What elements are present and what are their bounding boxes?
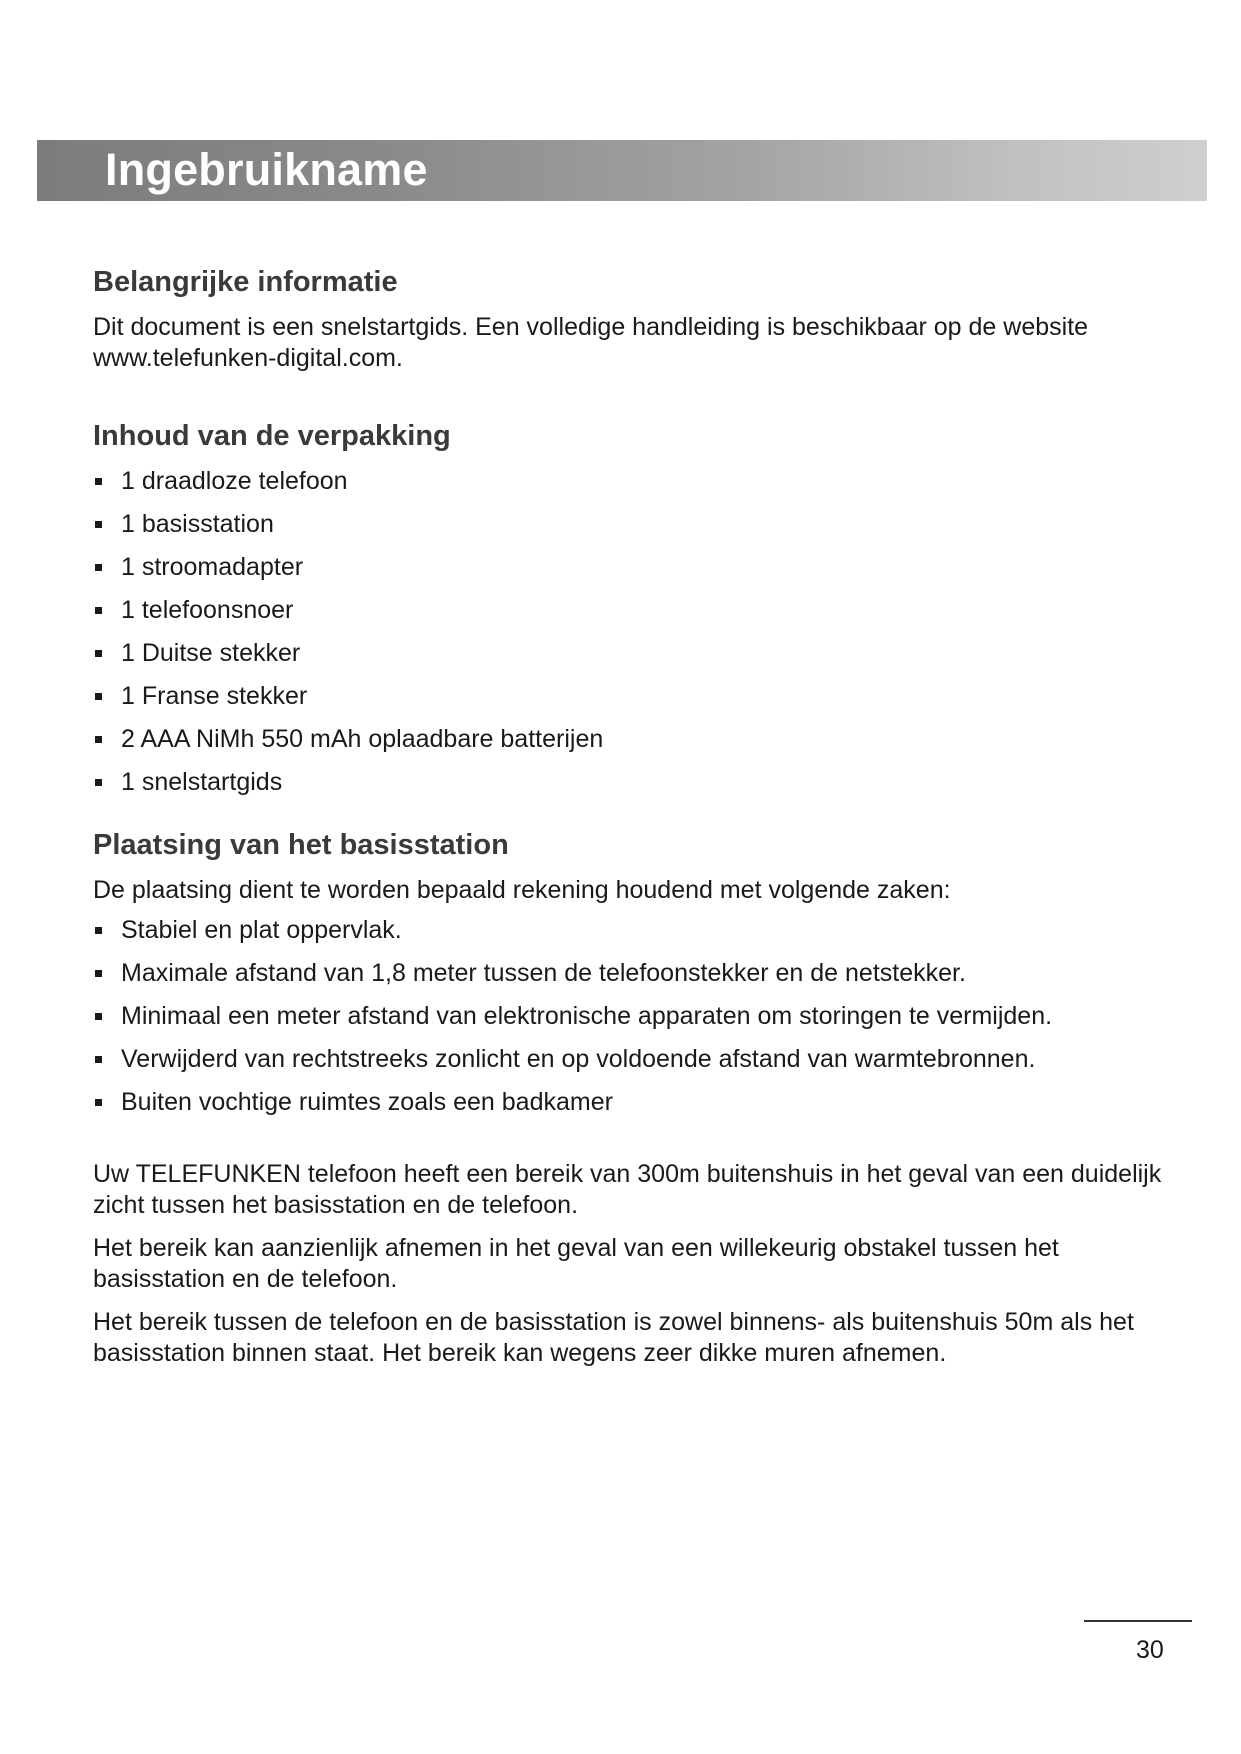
list-item: 1 Franse stekker xyxy=(93,681,1173,711)
bullet-icon xyxy=(95,927,102,934)
list-item: 1 snelstartgids xyxy=(93,767,1173,797)
list-item: Stabiel en plat oppervlak. xyxy=(93,915,1173,945)
bullet-icon xyxy=(95,1013,102,1020)
bullet-icon xyxy=(95,1056,102,1063)
bullet-icon xyxy=(95,970,102,977)
list-item: 2 AAA NiMh 550 mAh oplaadbare batterijen xyxy=(93,724,1173,754)
footer-rule xyxy=(1084,1620,1192,1622)
package-contents-list xyxy=(93,466,1173,797)
placement-intro-text: De plaatsing dient te worden bepaald rekening houdend met volgende zaken: xyxy=(93,876,951,904)
heading-important-info: Belangrijke informatie xyxy=(93,266,398,298)
page-title: Ingebruikname xyxy=(105,144,428,195)
heading-base-placement: Plaatsing van het basisstation xyxy=(93,829,509,861)
bullet-icon xyxy=(95,564,102,571)
list-item: Maximale afstand van 1,8 meter tussen de telefoonstekker en de netstekker. xyxy=(93,958,1173,988)
list-item: 1 draadloze telefoon xyxy=(93,466,1173,496)
list-item: 1 Duitse stekker xyxy=(93,638,1173,668)
list-item: 1 basisstation xyxy=(93,509,1173,539)
bullet-icon xyxy=(95,779,102,786)
range-paragraph-2: Het bereik kan aanzienlijk afnemen in het geval van een willekeurig obstakel tussen het basisstation en de telefoon. xyxy=(93,1234,1059,1293)
important-info-text: Dit document is een snelstartgids. Een volledige handleiding is beschikbaar op de website www.telefunken-digital.com. xyxy=(93,313,1089,372)
list-item: 1 stroomadapter xyxy=(93,552,1173,582)
bullet-icon xyxy=(95,1099,102,1106)
heading-package-contents: Inhoud van de verpakking xyxy=(93,420,451,452)
bullet-icon xyxy=(95,478,102,485)
bullet-icon xyxy=(95,607,102,614)
bullet-icon xyxy=(95,521,102,528)
page-number: 30 xyxy=(1136,1636,1164,1664)
range-paragraph-3: Het bereik tussen de telefoon en de basisstation is zowel binnens- als buitenshuis 50m als het basisstation binnen staat. Het bereik kan wegens zeer dikke muren afnemen. xyxy=(93,1308,1134,1367)
list-item: Buiten vochtige ruimtes zoals een badkamer xyxy=(93,1087,1173,1117)
list-item: Verwijderd van rechtstreeks zonlicht en op voldoende afstand van warmtebronnen. xyxy=(93,1044,1173,1074)
placement-list xyxy=(93,915,1173,1117)
bullet-icon xyxy=(95,650,102,657)
list-item: 1 telefoonsnoer xyxy=(93,595,1173,625)
section-banner xyxy=(37,140,1207,201)
bullet-icon xyxy=(95,693,102,700)
range-paragraph-1: Uw TELEFUNKEN telefoon heeft een bereik van 300m buitenshuis in het geval van een duidelijk zicht tussen het basisstation en de telefoon. xyxy=(93,1160,1162,1219)
page-content xyxy=(93,264,1173,1369)
list-item: Minimaal een meter afstand van elektronische apparaten om storingen te vermijden. xyxy=(93,1001,1173,1031)
bullet-icon xyxy=(95,736,102,743)
